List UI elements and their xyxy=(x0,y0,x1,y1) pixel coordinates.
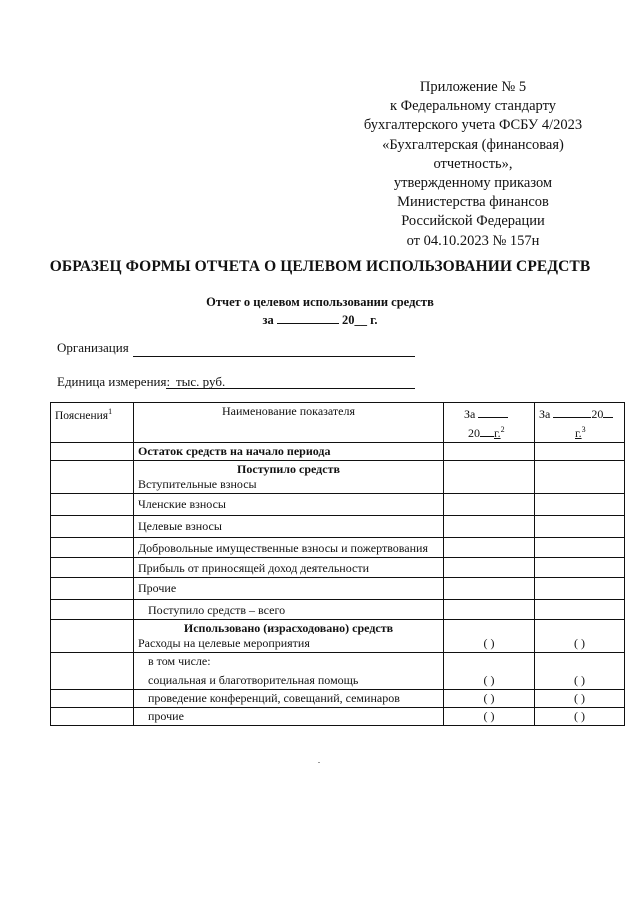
explanation-cell[interactable] xyxy=(51,653,134,690)
value-cell[interactable] xyxy=(444,600,535,620)
explanation-cell[interactable] xyxy=(51,620,134,653)
appendix-line: от 04.10.2023 № 157н xyxy=(406,232,540,249)
explanation-cell[interactable] xyxy=(51,494,134,516)
appendix-line: Министерства финансов xyxy=(397,194,549,211)
table-row xyxy=(51,558,625,578)
unit-field[interactable] xyxy=(166,388,415,389)
explanation-cell[interactable] xyxy=(51,516,134,538)
value-cell[interactable] xyxy=(444,538,535,558)
appendix-line: бухгалтерского учета ФСБУ 4/2023 xyxy=(363,117,583,134)
row-label: Прибыль от приносящей доход деятельности xyxy=(134,558,444,578)
header-explanations: Пояснения$^1$ xyxy=(51,403,134,443)
explanation-cell[interactable] xyxy=(51,558,134,578)
table-row xyxy=(51,653,625,690)
period-prefix: за xyxy=(262,313,274,327)
row-label: Расходы на целевые мероприятия xyxy=(138,636,310,650)
value-cell[interactable] xyxy=(535,494,625,516)
report-period xyxy=(0,311,640,329)
row-heading: Поступило средств xyxy=(237,462,340,476)
row-label: Вступительные взносы xyxy=(138,477,257,491)
row-label: социальная и благотворительная помощь xyxy=(148,673,359,687)
value-cell[interactable]: ( ) xyxy=(535,690,625,708)
appendix-line: Российской Федерации xyxy=(401,213,545,230)
appendix-line: «Бухгалтерская (финансовая) xyxy=(382,136,564,153)
scan-speck xyxy=(318,762,320,763)
row-heading: Использовано (израсходовано) средств xyxy=(183,621,394,635)
appendix-line: утвержденному приказом xyxy=(393,175,553,192)
main-title: ОБРАЗЕЦ ФОРМЫ ОТЧЕТА О ЦЕЛЕВОМ ИСПОЛЬЗОВАНИИ СРЕДСТВ xyxy=(49,258,591,275)
value-cell[interactable]: ( ) xyxy=(535,653,625,690)
table-row xyxy=(51,600,625,620)
header-period-current: За 20 г.$^2$ xyxy=(444,403,535,443)
table-row xyxy=(51,538,625,558)
appendix-block xyxy=(340,78,606,251)
table-header-row xyxy=(51,403,625,443)
table-row xyxy=(51,461,625,494)
value-cell[interactable]: ( ) xyxy=(535,620,625,653)
table-row xyxy=(51,578,625,600)
value-cell[interactable] xyxy=(535,516,625,538)
value-cell[interactable] xyxy=(444,461,535,494)
period-suffix: г. xyxy=(370,313,378,327)
explanation-cell[interactable] xyxy=(51,538,134,558)
appendix-line: Приложение № 5 xyxy=(419,79,527,95)
report-table xyxy=(50,402,625,726)
row-label: Поступило средств – всего xyxy=(134,600,444,620)
organization-label: Организация xyxy=(57,340,129,355)
period-blank[interactable] xyxy=(277,311,339,324)
value-cell[interactable] xyxy=(535,538,625,558)
row-label: прочие xyxy=(134,708,444,726)
appendix-line: к Федеральному стандарту xyxy=(389,98,557,115)
organization-field[interactable] xyxy=(133,356,415,357)
value-cell[interactable]: ( ) xyxy=(444,653,535,690)
row-label-group xyxy=(134,461,444,494)
value-cell[interactable] xyxy=(535,443,625,461)
row-label-group xyxy=(134,620,444,653)
unit-value: тыс. руб. xyxy=(176,374,226,389)
appendix-line: отчетность», xyxy=(433,155,513,172)
table-row xyxy=(51,516,625,538)
value-cell[interactable]: ( ) xyxy=(444,620,535,653)
table-row xyxy=(51,494,625,516)
row-label: Членские взносы xyxy=(134,494,444,516)
row-label: Прочие xyxy=(134,578,444,600)
row-label: в том числе: xyxy=(148,654,211,668)
row-label: Целевые взносы xyxy=(134,516,444,538)
table-row xyxy=(51,443,625,461)
row-label: проведение конференций, совещаний, семинаров xyxy=(134,690,444,708)
explanation-cell[interactable] xyxy=(51,578,134,600)
value-cell[interactable] xyxy=(444,578,535,600)
value-cell[interactable]: ( ) xyxy=(444,690,535,708)
explanation-cell[interactable] xyxy=(51,708,134,726)
table-row xyxy=(51,620,625,653)
period-year: 20__ xyxy=(342,313,367,327)
value-cell[interactable] xyxy=(444,494,535,516)
header-indicator: Наименование показателя xyxy=(134,403,444,443)
explanation-cell[interactable] xyxy=(51,690,134,708)
header-period-previous: За 20 г.$^3$ xyxy=(535,403,625,443)
value-cell[interactable] xyxy=(444,558,535,578)
value-cell[interactable] xyxy=(535,600,625,620)
table-row xyxy=(51,690,625,708)
value-cell[interactable] xyxy=(535,461,625,494)
row-label: Остаток средств на начало периода xyxy=(134,443,444,461)
report-title: Отчет о целевом использовании средств xyxy=(206,295,434,309)
unit-label: Единица измерения: xyxy=(57,374,171,389)
value-cell[interactable] xyxy=(535,578,625,600)
row-label: Добровольные имущественные взносы и пожертвования xyxy=(134,538,444,558)
value-cell[interactable]: ( ) xyxy=(444,708,535,726)
explanation-cell[interactable] xyxy=(51,461,134,494)
explanation-cell[interactable] xyxy=(51,600,134,620)
value-cell[interactable] xyxy=(444,516,535,538)
value-cell[interactable] xyxy=(535,558,625,578)
row-label-group xyxy=(134,653,444,690)
explanation-cell[interactable] xyxy=(51,443,134,461)
table-row xyxy=(51,708,625,726)
report-title-block xyxy=(0,294,640,329)
value-cell[interactable] xyxy=(444,443,535,461)
value-cell[interactable]: ( ) xyxy=(535,708,625,726)
